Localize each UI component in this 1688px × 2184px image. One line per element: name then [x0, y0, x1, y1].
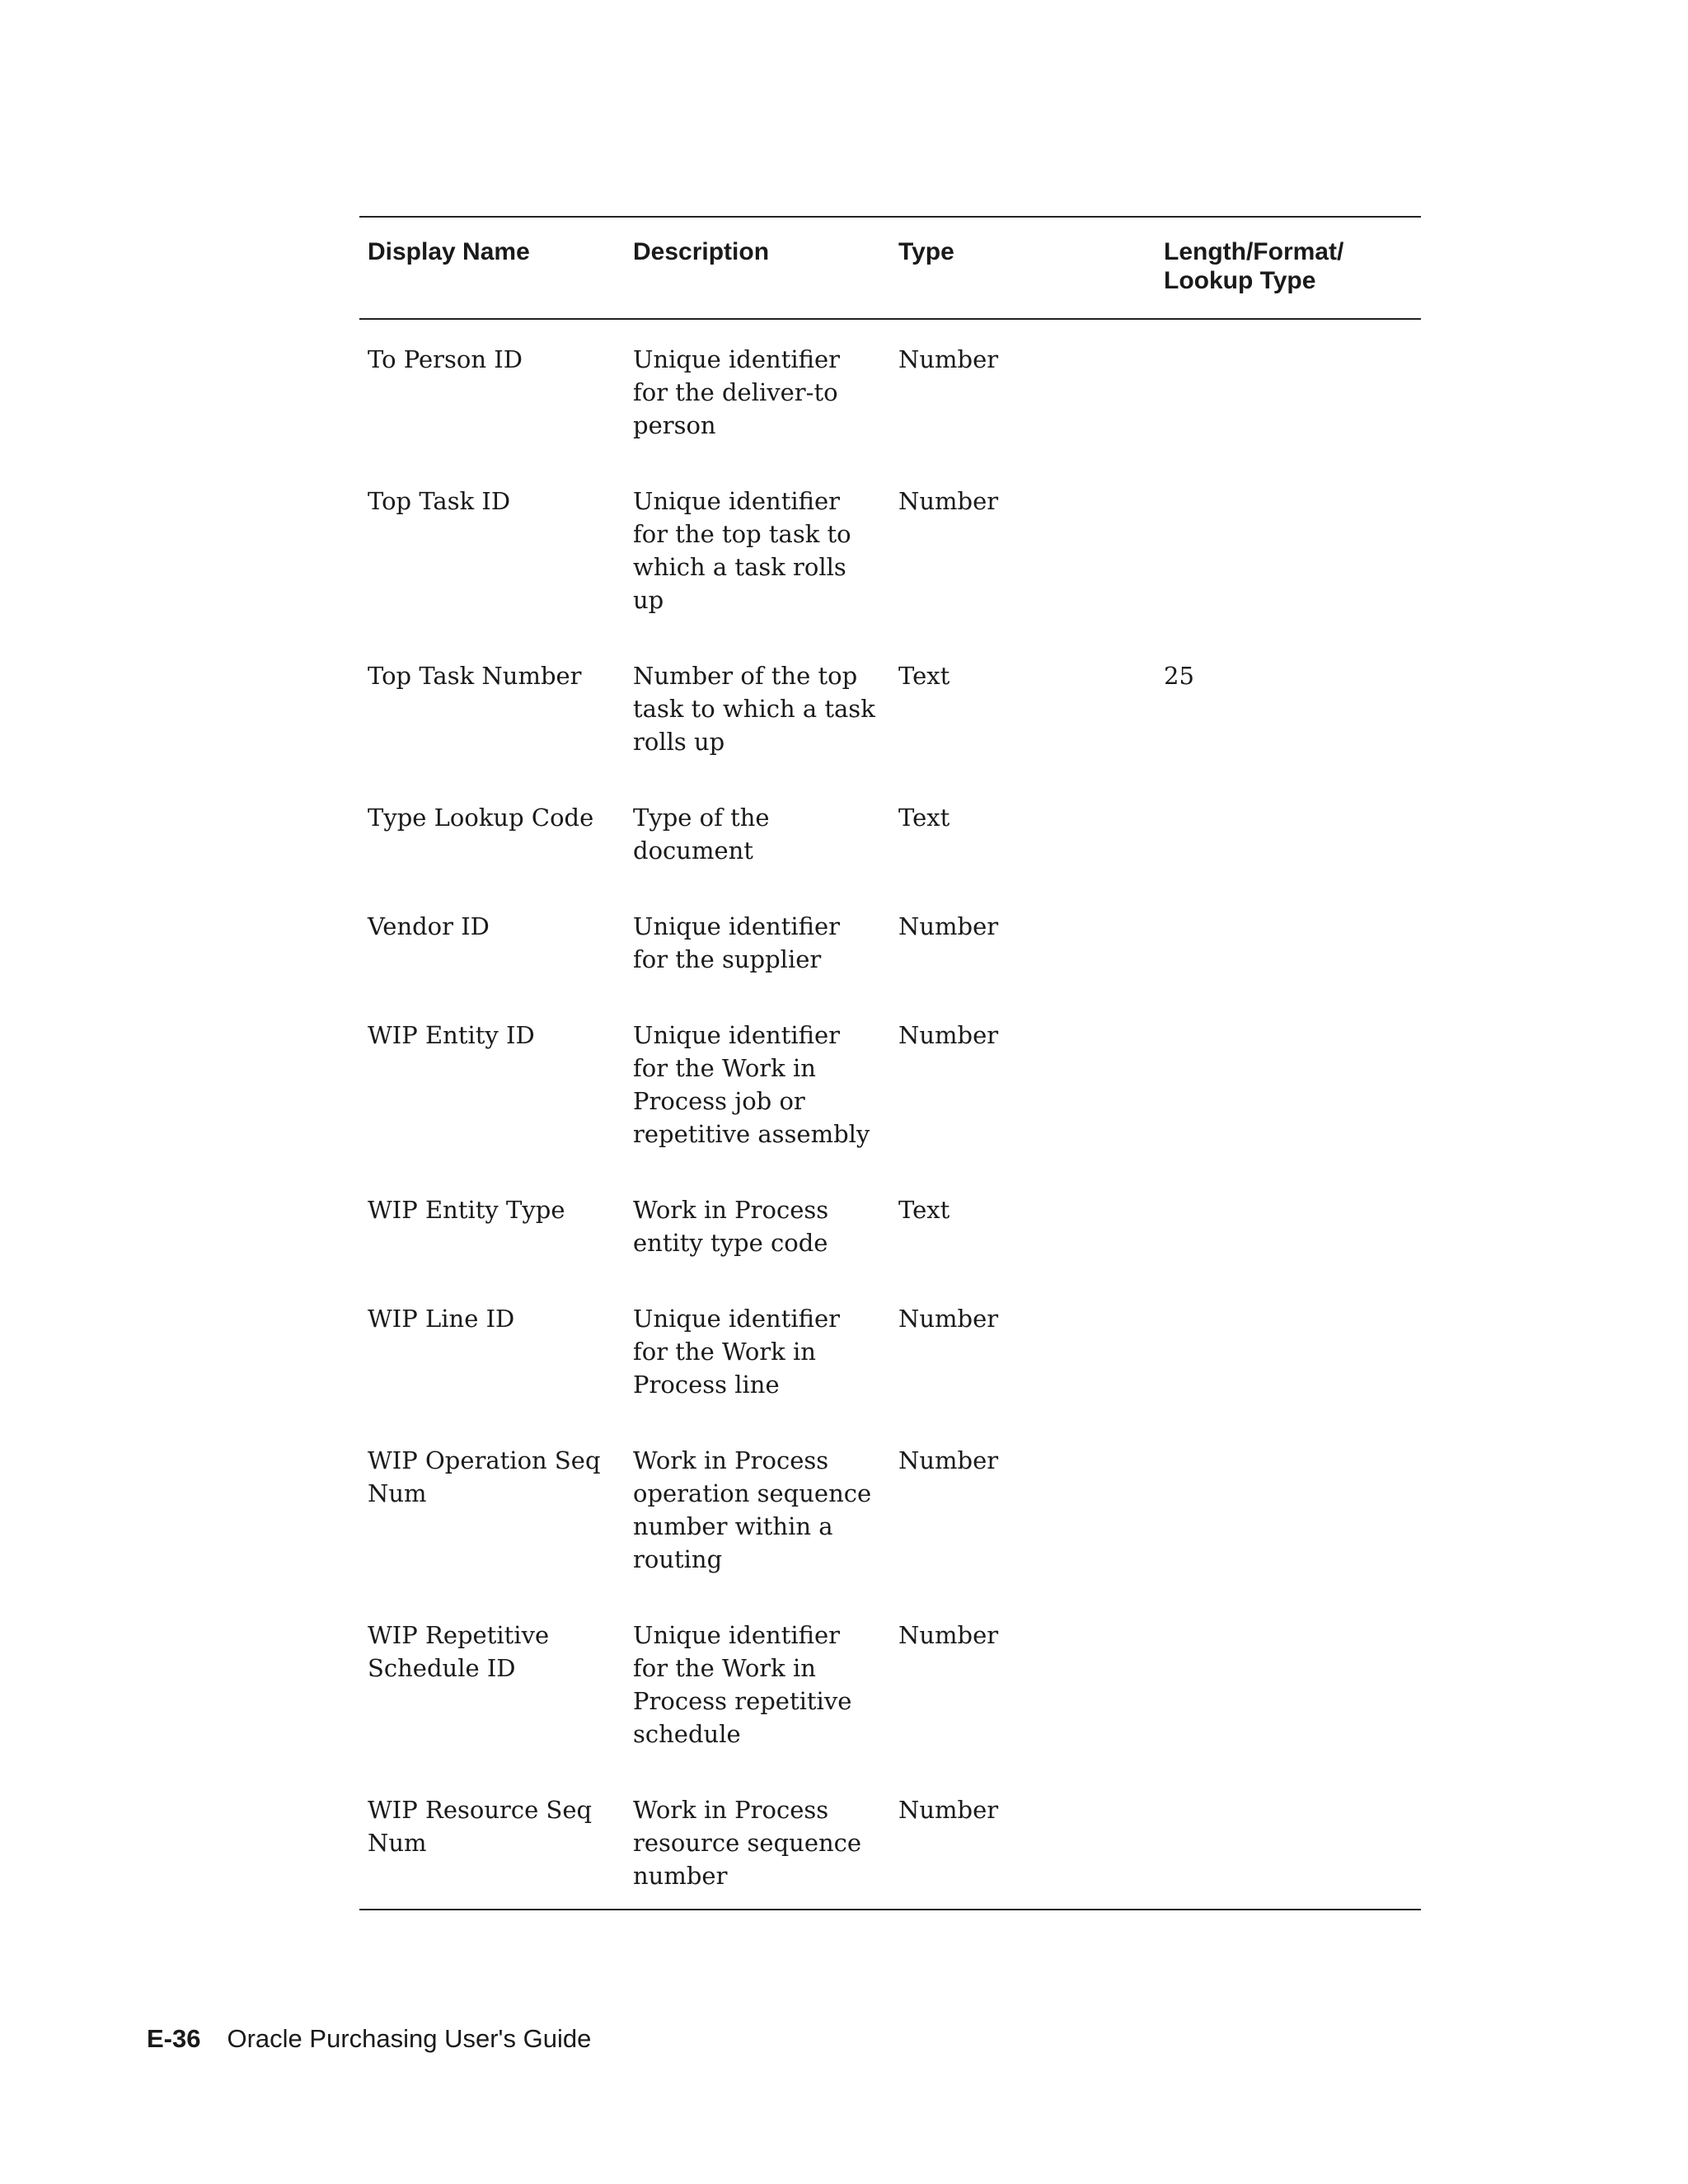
cell-display-name: WIP Entity ID	[368, 1021, 535, 1049]
cell-description: Unique identifier for the Work in Process repetitive schedule	[633, 1621, 852, 1748]
table-row	[359, 801, 1421, 910]
table-row	[359, 1619, 1421, 1793]
cell-length-format	[1156, 1793, 1421, 1910]
table-row	[359, 1019, 1421, 1193]
cell-description: Unique identifier for the Work in Process line	[633, 1305, 840, 1399]
cell-type: Number	[898, 1305, 999, 1333]
cell-length-format	[1156, 1619, 1421, 1793]
cell-display-name: WIP Repetitive Schedule ID	[368, 1621, 550, 1682]
cell-length-format	[1156, 1444, 1421, 1619]
cell-length-format	[1156, 1193, 1421, 1302]
table-row	[359, 1193, 1421, 1302]
page-footer	[147, 2023, 591, 2055]
table-row	[359, 659, 1421, 801]
cell-type: Number	[898, 1021, 999, 1049]
table-row	[359, 319, 1421, 485]
table-row	[359, 485, 1421, 659]
cell-description: Type of the document	[633, 804, 770, 865]
cell-type: Text	[898, 662, 950, 690]
cell-description: Unique identifier for the top task to which a task rolls up	[633, 487, 851, 614]
table-row	[359, 910, 1421, 1019]
cell-display-name: WIP Line ID	[368, 1305, 515, 1333]
cell-type: Text	[898, 804, 950, 832]
header-length-format-lookup-type: Length/Format/ Lookup Type	[1156, 217, 1421, 319]
page-number: E-36	[147, 2024, 201, 2053]
attributes-table	[359, 216, 1421, 1910]
cell-description: Work in Process operation sequence number within a routing	[633, 1446, 872, 1573]
cell-type: Number	[898, 1446, 999, 1474]
cell-type: Number	[898, 487, 999, 515]
table-header-row	[359, 217, 1421, 319]
cell-display-name: Vendor ID	[368, 912, 490, 940]
cell-display-name: Type Lookup Code	[368, 804, 594, 832]
cell-length-format	[1156, 319, 1421, 485]
cell-type: Text	[898, 1196, 950, 1224]
cell-display-name: Top Task Number	[368, 662, 582, 690]
cell-description: Unique identifier for the supplier	[633, 912, 840, 973]
cell-length-format	[1156, 1019, 1421, 1193]
cell-description: Work in Process entity type code	[633, 1196, 829, 1257]
cell-type: Number	[898, 345, 999, 373]
cell-length-format: 25	[1164, 662, 1194, 690]
cell-description: Work in Process resource sequence number	[633, 1796, 862, 1890]
header-description: Description	[625, 217, 890, 319]
cell-type: Number	[898, 912, 999, 940]
cell-display-name: WIP Resource Seq Num	[368, 1796, 593, 1857]
header-display-name: Display Name	[359, 217, 625, 319]
cell-display-name: WIP Operation Seq Num	[368, 1446, 601, 1507]
cell-length-format	[1156, 801, 1421, 910]
cell-description: Unique identifier for the Work in Process job or repetitive assembly	[633, 1021, 870, 1148]
cell-type: Number	[898, 1796, 999, 1824]
cell-length-format	[1156, 1302, 1421, 1444]
cell-display-name: To Person ID	[368, 345, 523, 373]
table-body	[359, 319, 1421, 1910]
cell-description: Unique identifier for the deliver-to person	[633, 345, 840, 439]
cell-display-name: WIP Entity Type	[368, 1196, 565, 1224]
table-row	[359, 1444, 1421, 1619]
cell-type: Number	[898, 1621, 999, 1649]
table-header	[359, 217, 1421, 319]
table-row	[359, 1302, 1421, 1444]
header-type: Type	[890, 217, 1156, 319]
cell-length-format	[1156, 910, 1421, 1019]
book-title: Oracle Purchasing User's Guide	[227, 2024, 592, 2053]
cell-display-name: Top Task ID	[368, 487, 511, 515]
cell-description: Number of the top task to which a task rolls up	[633, 662, 875, 756]
cell-length-format	[1156, 485, 1421, 659]
table-row	[359, 1793, 1421, 1910]
